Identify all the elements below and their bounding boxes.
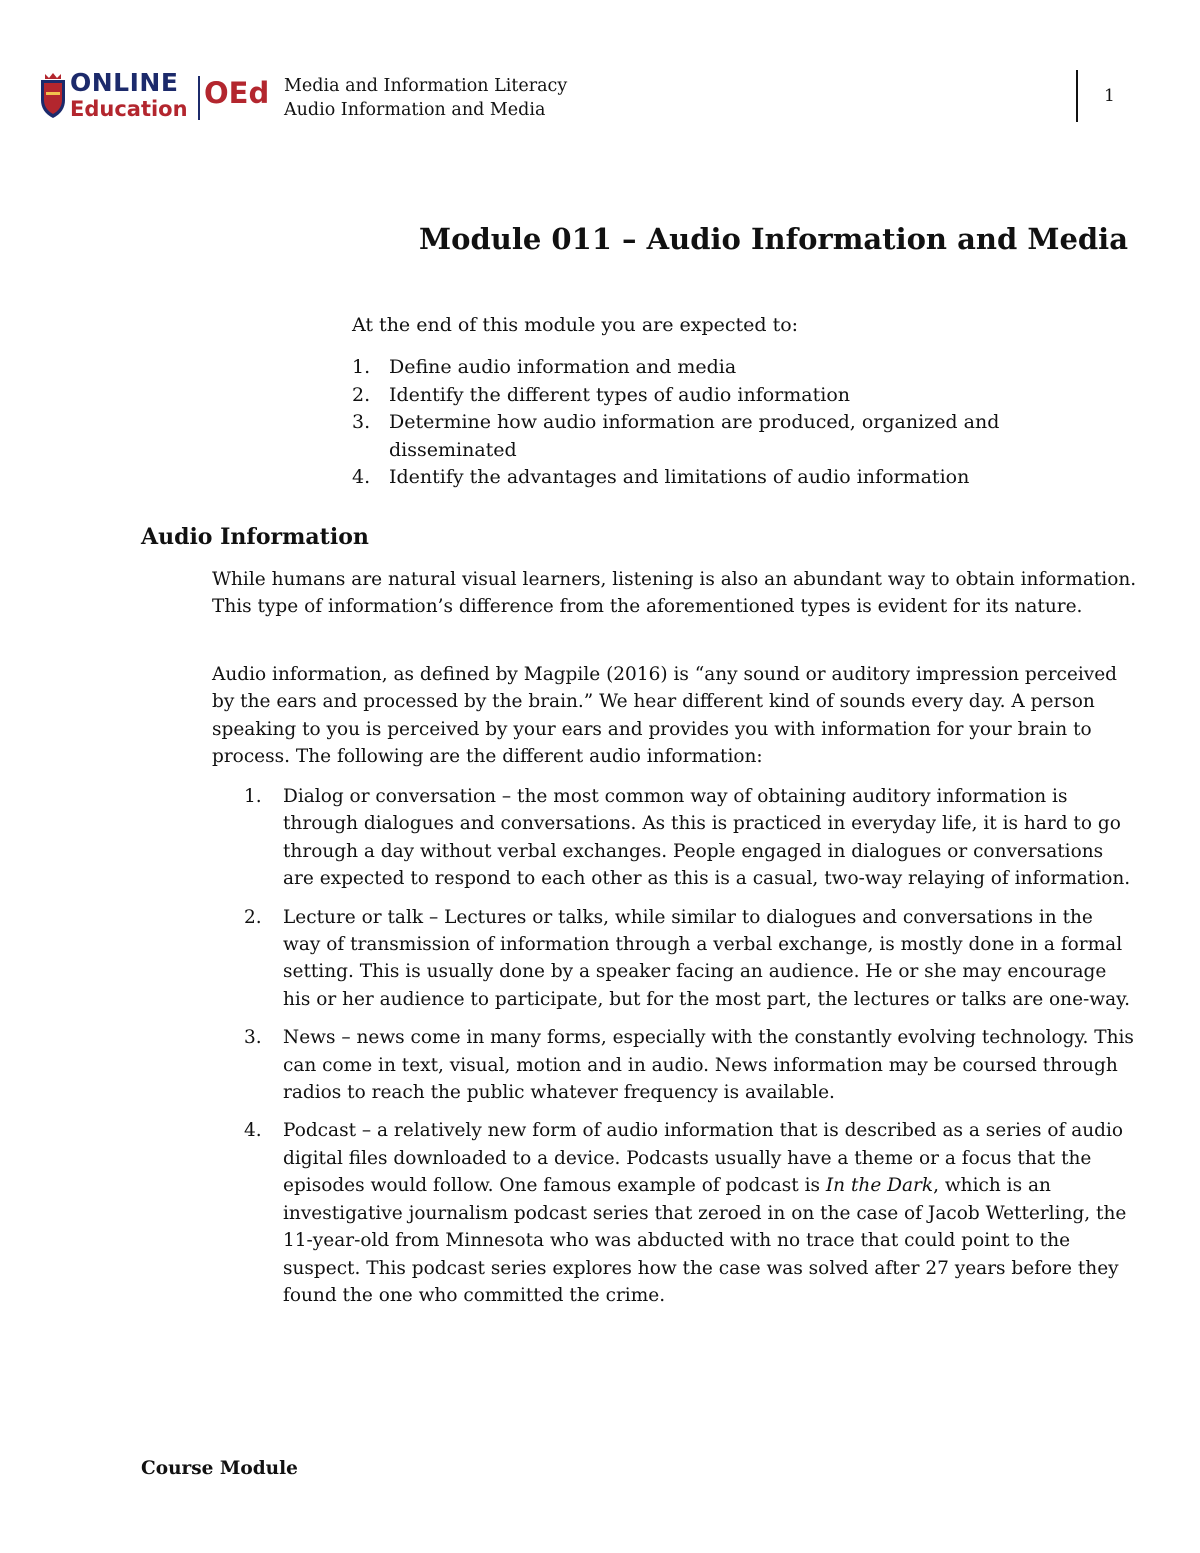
- list-item-number: 2.: [244, 906, 262, 928]
- podcast-title-italic: In the Dark: [825, 1175, 934, 1197]
- list-item: [244, 783, 1134, 893]
- list-item-number: 4.: [244, 1120, 262, 1142]
- objectives-intro: At the end of this module you are expected to:: [352, 314, 799, 336]
- objective-number: 2.: [352, 383, 371, 406]
- shield-crest-icon: [38, 72, 68, 120]
- course-title: Media and Information Literacy: [284, 76, 568, 96]
- running-header: [284, 74, 567, 122]
- list-item-number: 3.: [244, 1027, 262, 1049]
- online-education-logo: [38, 70, 278, 128]
- objective-item: [352, 354, 1052, 382]
- paragraph-intro: While humans are natural visual learners, listening is also an abundant way to obtain information. This type of information’s difference from the aforementioned types is evident for its nature.: [212, 569, 1137, 618]
- podcast-text-before: Podcast – a relatively new form of audio information that is described as a series of audio digital files downloaded to a device. Podcasts usually have a theme or a focus that the episodes would follow. One famous example of podcast is: [283, 1120, 1124, 1197]
- objective-text: Identify the advantages and limitations of audio information: [389, 466, 970, 488]
- module-subtitle: Audio Information and Media: [284, 100, 546, 120]
- podcast-text-after: , which is an investigative journalism podcast series that zeroed in on the case of Jacob Wetterling, the 11-year-old from Minnesota who was abducted with no trace that could point to the suspect. This podcast series explores how the case was solved after 27 years before they found the one who committed the crime.: [283, 1175, 1127, 1306]
- logo-education-text: Education: [70, 97, 188, 121]
- logo-online-text: ONLINE: [70, 68, 179, 97]
- logo-divider: [198, 76, 200, 120]
- list-item-text: [283, 1120, 1126, 1305]
- list-item: [244, 1024, 1134, 1106]
- header-rule: [1076, 70, 1078, 122]
- page-number: 1: [1104, 86, 1115, 106]
- footer-label: Course Module: [141, 1458, 298, 1479]
- list-item: [244, 1117, 1134, 1309]
- objective-text: Define audio information and media: [389, 356, 737, 378]
- paragraph-definition: Audio information, as defined by Magpile (2016) is “any sound or auditory impression perceived by the ears and processed by the brain.” We hear different kind of sounds every day. A person speaking to you is perceived by your ears and provides you with information for your brain to process. The following are the different audio information:: [212, 664, 1118, 768]
- objective-text: Identify the different types of audio information: [389, 383, 851, 406]
- list-item: [244, 904, 1134, 1014]
- objective-number: 3.: [352, 411, 371, 433]
- audio-types-list: [244, 783, 1134, 1320]
- list-item-text: News – news come in many forms, especially with the constantly evolving technology. This can come in text, visual, motion and in audio. News information may be coursed through radios to reach the public whatever frequency is available.: [283, 1027, 1134, 1104]
- objectives-list: [352, 354, 1052, 492]
- logo-oed-mark: OEd: [204, 76, 270, 110]
- objective-number: 1.: [352, 356, 371, 378]
- list-item-text: Dialog or conversation – the most common way of obtaining auditory information is through dialogues and conversations. As this is practiced in everyday life, it is hard to go through a day without verbal exchanges. People engaged in dialogues or conversations are expected to respond to each other as this is a casual, two-way relaying of information.: [283, 786, 1131, 890]
- list-item-text: Lecture or talk – Lectures or talks, while similar to dialogues and conversations in the way of transmission of information through a verbal exchange, is mostly done in a formal setting. This is usually done by a speaker facing an audience. He or she may encourage his or her audience to participate, but for the most part, the lectures or talks are one-way.: [283, 906, 1131, 1010]
- objective-item: [352, 464, 1052, 492]
- objective-text: Determine how audio information are produced, organized and disseminated: [389, 411, 1000, 461]
- list-item-number: 1.: [244, 786, 262, 807]
- page-title: Module 011 – Audio Information and Media: [419, 222, 1128, 256]
- objective-number: 4.: [352, 466, 371, 488]
- section-heading: Audio Information: [141, 524, 369, 550]
- objective-item: [352, 409, 1052, 464]
- objective-item: [352, 382, 1052, 410]
